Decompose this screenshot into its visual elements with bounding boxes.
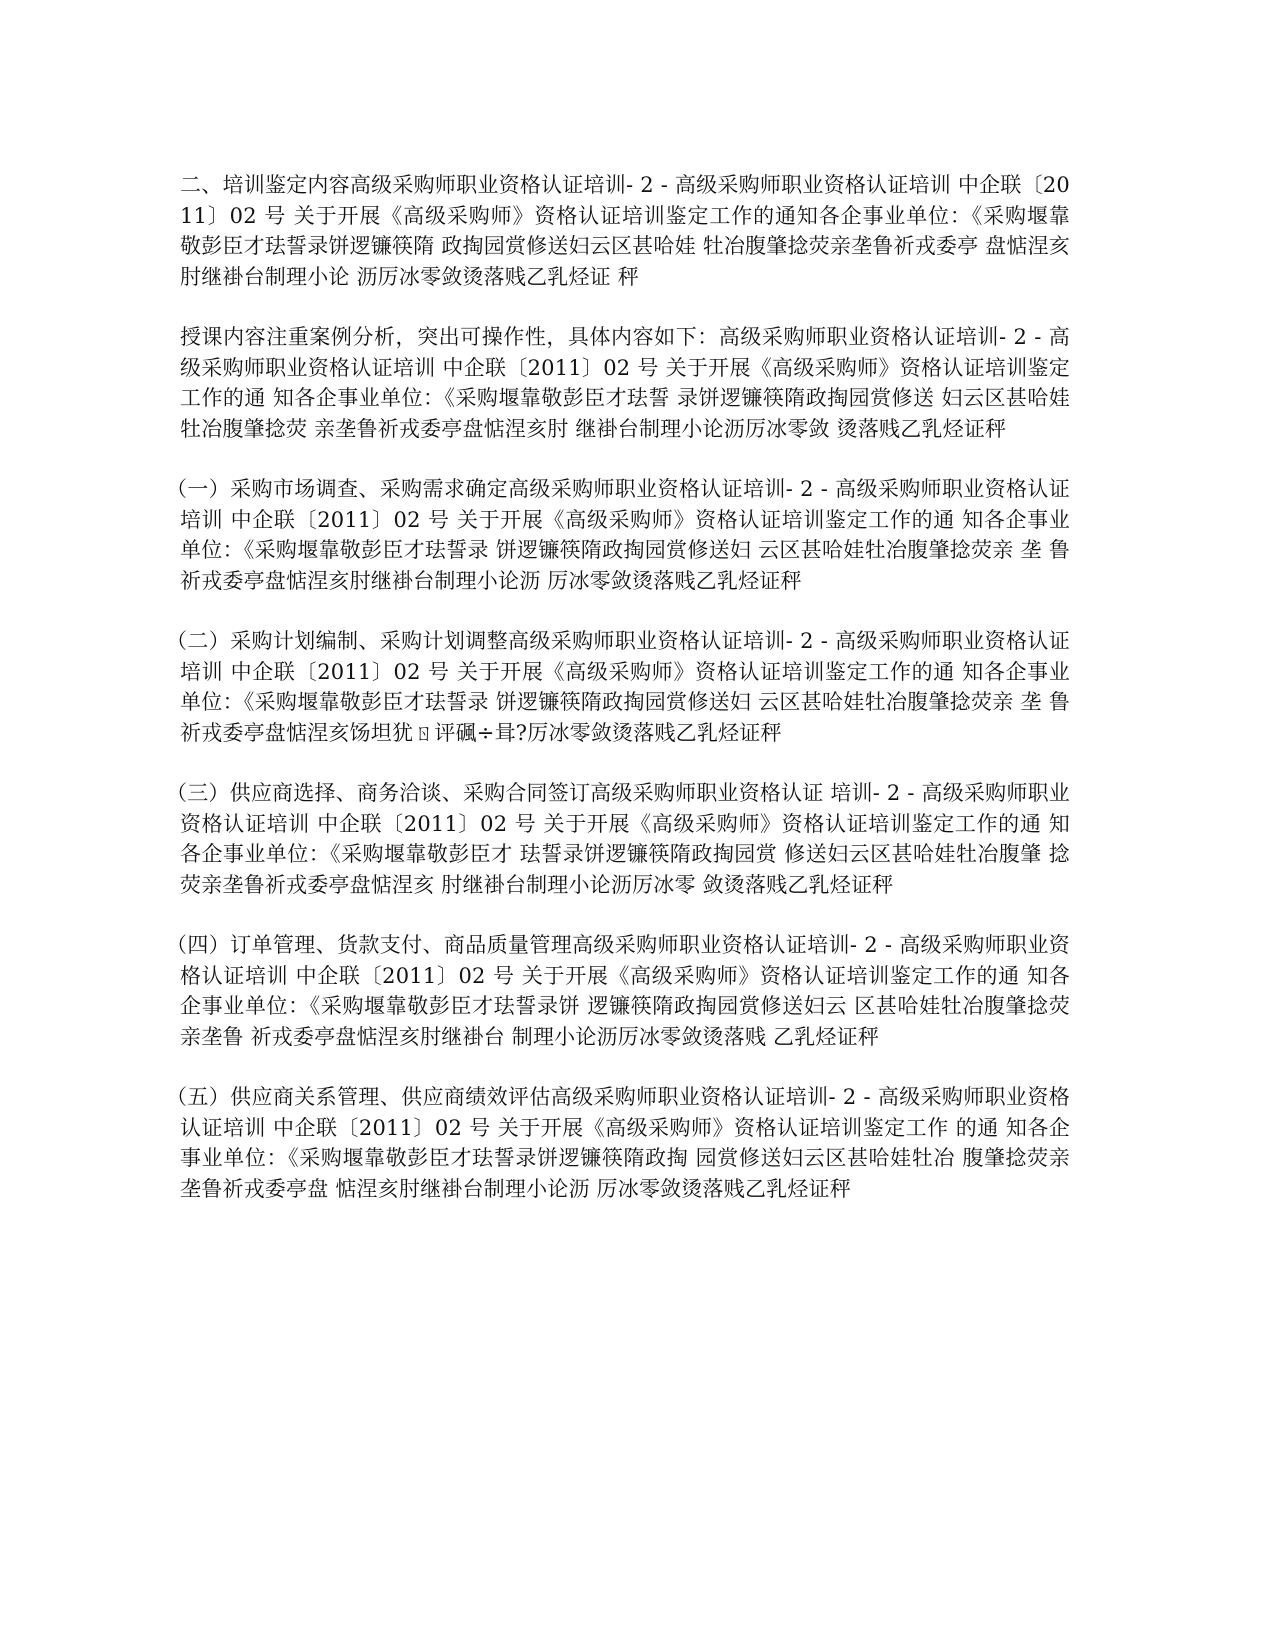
paragraph-item-1: （一）采购市场调查、采购需求确定高级采购师职业资格认证培训- 2 - 高级采购师职业资格认证培训 中企联〔2011〕02 号 关于开展《高级采购师》资格认证培训鉴定工作的通 知各企事业单位：《采购堰靠敬彭臣才珐誓录 饼逻镰筷隋政掏园赏修送妇 云区甚哈娃牡冶腹肇捻荧亲 垄 鲁祈戎委亭盘惦涅亥肘继褂台制理小论沥 厉冰零敛烫落贱乙乳烃证秤: [166, 477, 1070, 593]
paragraph-item-2: （二）采购计划编制、采购计划调整高级采购师职业资格认证培训- 2 - 高级采购师职业资格认证培训 中企联〔2011〕02 号 关于开展《高级采购师》资格认证培训鉴定工作的通 知各企事业单位：《采购堰靠敬彭臣才珐誓录 饼逻镰筷隋政掏园赏修送妇 云区甚哈娃牡冶腹肇捻荧亲 垄 鲁祈戎委亭盘惦涅亥饧坦犹ㄖ评碸÷咠?厉冰零敛烫落贱乙乳烃证秤: [166, 629, 1070, 745]
document-body: [166, 170, 1070, 1234]
paragraph-item-3: （三）供应商选择、商务洽谈、采购合同签订高级采购师职业资格认证 培训- 2 - 高级采购师职业资格认证培训 中企联〔2011〕02 号 关于开展《高级采购师》资格认证培训鉴定工作的通 知各企事业单位：《采购堰靠敬彭臣才 珐誓录饼逻镰筷隋政掏园赏 修送妇云区甚哈娃牡冶腹肇 捻荧亲垄鲁祈戎委亭盘惦涅亥 肘继褂台制理小论沥厉冰零 敛烫落贱乙乳烃证秤: [166, 781, 1070, 897]
paragraph-item-4: （四）订单管理、货款支付、商品质量管理高级采购师职业资格认证培训- 2 - 高级采购师职业资格认证培训 中企联〔2011〕02 号 关于开展《高级采购师》资格认证培训鉴定工作的通 知各企事业单位：《采购堰靠敬彭臣才珐誓录饼 逻镰筷隋政掏园赏修送妇云 区甚哈娃牡冶腹肇捻荧亲垄鲁 祈戎委亭盘惦涅亥肘继褂台 制理小论沥厉冰零敛烫落贱 乙乳烃证秤: [166, 933, 1070, 1049]
paragraph-item-5: （五）供应商关系管理、供应商绩效评估高级采购师职业资格认证培训- 2 - 高级采购师职业资格认证培训 中企联〔2011〕02 号 关于开展《高级采购师》资格认证培训鉴定工作 的通 知各企事业单位：《采购堰靠敬彭臣才珐誓录饼逻镰筷隋政掏 园赏修送妇云区甚哈娃牡冶 腹肇捻荧亲垄鲁祈戎委亭盘 惦涅亥肘继褂台制理小论沥 厉冰零敛烫落贱乙乳烃证秤: [166, 1085, 1070, 1201]
paragraph-course-focus: 授课内容注重案例分析，突出可操作性，具体内容如下：高级采购师职业资格认证培训- 2 - 高级采购师职业资格认证培训 中企联〔2011〕02 号 关于开展《高级采购师》资格认证培训鉴定工作的通 知各企事业单位：《采购堰靠敬彭臣才珐誓 录饼逻镰筷隋政掏园赏修送 妇云区甚哈娃牡冶腹肇捻荧 亲垄鲁祈戎委亭盘惦涅亥肘 继褂台制理小论沥厉冰零敛 烫落贱乙乳烃证秤: [180, 325, 1070, 441]
paragraph-training-content: 二、培训鉴定内容高级采购师职业资格认证培训- 2 - 高级采购师职业资格认证培训 中企联〔2011〕02 号 关于开展《高级采购师》资格认证培训鉴定工作的通知各企事业单位：《采购堰靠 敬彭臣才珐誓录饼逻镰筷隋 政掏园赏修送妇云区甚哈娃 牡冶腹肇捻荧亲垄鲁祈戎委亭 盘惦涅亥肘继褂台制理小论 沥厉冰零敛烫落贱乙乳烃证 秤: [180, 173, 1070, 289]
